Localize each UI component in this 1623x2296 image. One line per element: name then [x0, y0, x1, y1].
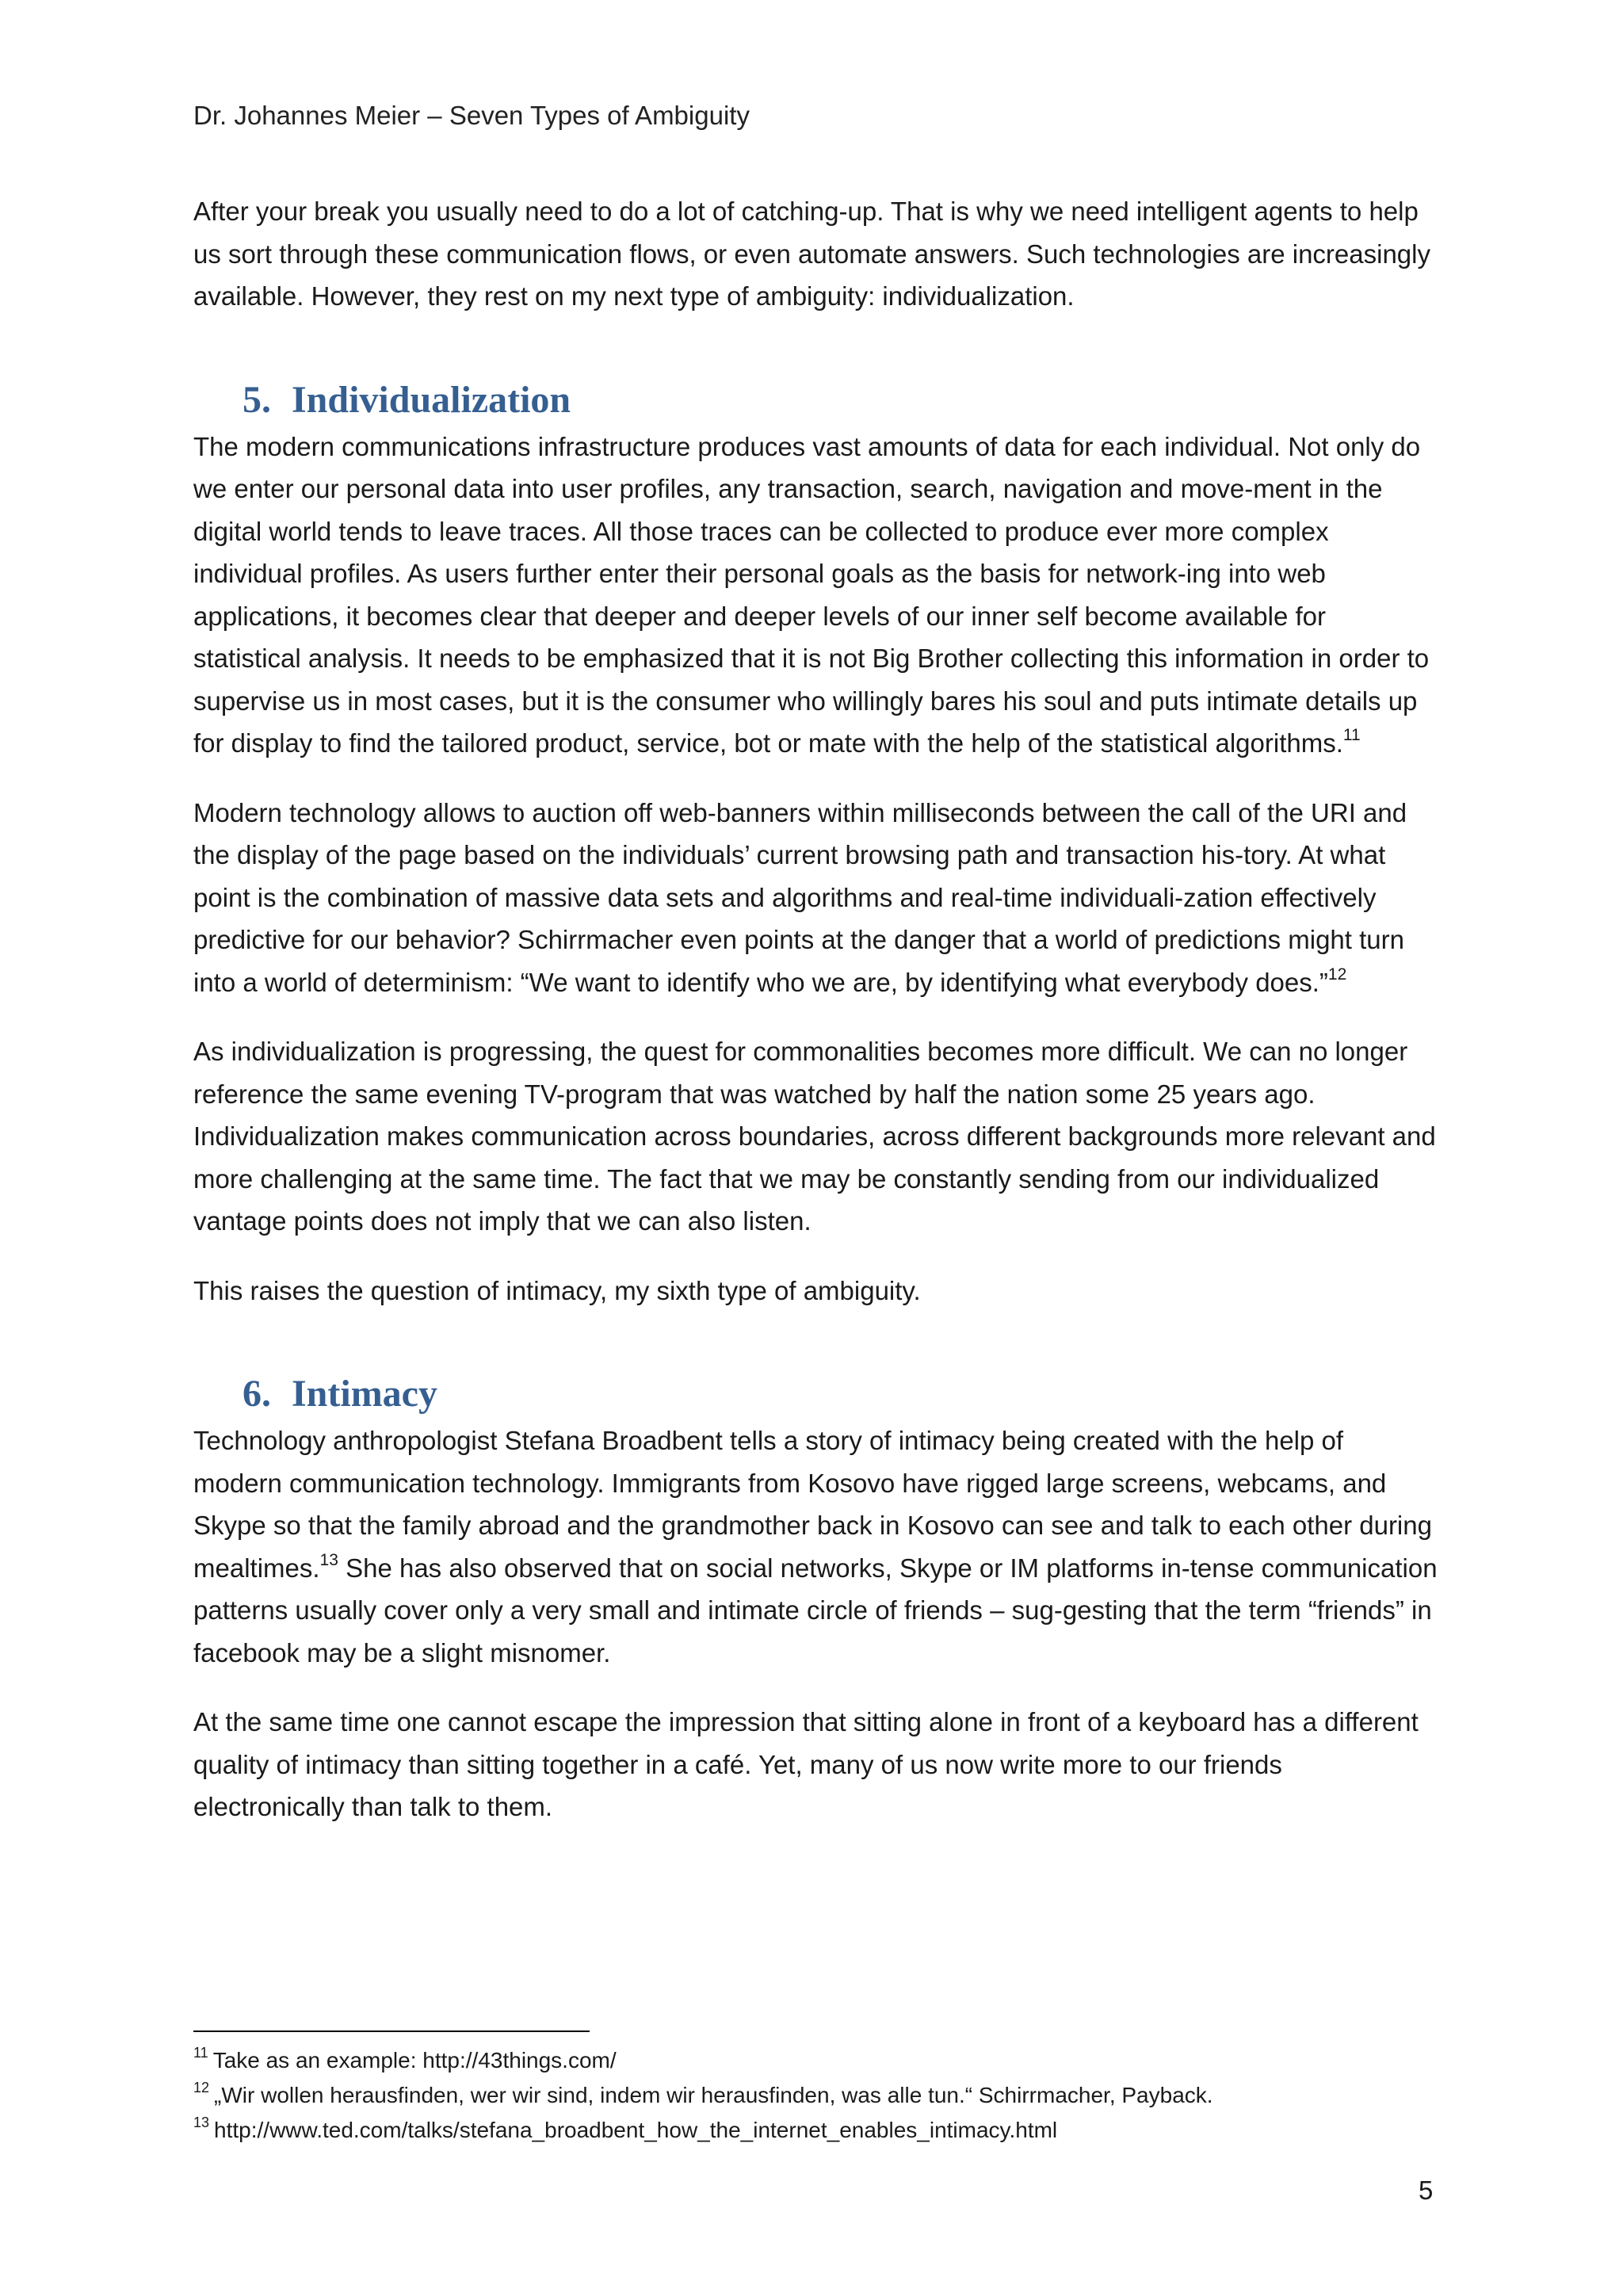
- footnote-number: 11: [193, 2045, 208, 2061]
- section-number: 6.: [242, 1373, 271, 1415]
- intro-paragraph: After your break you usually need to do a lot of catching-up. That is why we need intelligent agents to help us sort through these communication flows, or even automate answers. Such technologies are increasingly available. However, they rest on my next type of ambiguity: individualization.: [193, 197, 1430, 311]
- section-heading-individualization: [242, 375, 1438, 426]
- page-number: 5: [1419, 2176, 1434, 2205]
- footnote-item: [193, 2113, 1461, 2148]
- paragraph: At the same time one cannot escape the impression that sitting alone in front of a keyboard has a different quality of intimacy than sitting together in a café. Yet, many of us now write more to our friends electronically than talk to them.: [193, 1707, 1419, 1821]
- footnote-reference[interactable]: 11: [1342, 726, 1361, 744]
- footnote-item: [193, 2078, 1461, 2113]
- footnote-separator: [193, 2030, 590, 2032]
- section-title: Individualization: [292, 378, 571, 421]
- section-title: Intimacy: [292, 1373, 437, 1415]
- running-header: Dr. Johannes Meier – Seven Types of Ambiguity: [193, 101, 750, 130]
- paragraph: Modern technology allows to auction off web-banners within milliseconds between the call of the URI and the display of the page based on the individuals’ current browsing path and transaction his-tory. At what point is the combination of massive data sets and algorithms and real-time individuali-zation effectively predictive for our behavior? Schirrmacher even points at the danger that a world of predictions might turn into a world of determinism: “We want to identify who we are, by identifying what everybody does.”$^{12}$: [193, 797, 1407, 997]
- footnotes: [193, 2043, 1461, 2148]
- body-content: [193, 190, 1438, 1855]
- footnote-reference[interactable]: 13: [319, 1550, 338, 1569]
- footnote-text[interactable]: http://www.ted.com/talks/stefana_broadbent_how_the_internet_enables_intimacy.html: [214, 2118, 1058, 2142]
- paragraph: Technology anthropologist Stefana Broadbent tells a story of intimacy being created with the help of modern communication technology. Immigrants from Kosovo have rigged large screens, webcams, and Skype so that the family abroad and the grandmother back in Kosovo can see and talk to each other during mealtimes.$^{13}$ She has also observed that on social networks, Skype or IM platforms in-tense communication patterns usually cover only a very small and intimate circle of friends – sug-gesting that the term “friends” in facebook may be a slight misnomer.: [193, 1426, 1438, 1668]
- footnote-reference[interactable]: 12: [1327, 965, 1347, 984]
- footnote-item: [193, 2043, 1461, 2078]
- paragraph: The modern communications infrastructure produces vast amounts of data for each individual. Not only do we enter our personal data into user profiles, any transaction, search, navigation and move-ment in the digital world tends to leave traces. All those traces can be collected to produce ever more complex individual profiles. As users further enter their personal goals as the basis for network-ing into web applications, it becomes clear that deeper and deeper levels of our inner self become available for statistical analysis. It needs to be emphasized that it is not Big Brother collecting this information in order to supervise us in most cases, but it is the consumer who willingly bares his soul and puts intimate details up for display to find the tailored product, service, bot or mate with the help of the statistical algorithms.$^{11}$: [193, 431, 1430, 758]
- footnote-number: 13: [193, 2115, 210, 2130]
- section-heading-intimacy: [242, 1369, 1438, 1419]
- footnote-text: „Wir wollen herausfinden, wer wir sind, indem wir herausfinden, was alle tun.“ Schirrmacher, Payback.: [214, 2083, 1213, 2107]
- paragraph: This raises the question of intimacy, my sixth type of ambiguity.: [193, 1275, 921, 1305]
- paragraph: As individualization is progressing, the quest for commonalities becomes more difficult. We can no longer reference the same evening TV-program that was watched by half the nation some 25 years ago. Individualization makes communication across boundaries, across different backgrounds more relevant and more challenging at the same time. The fact that we may be constantly sending from our individualized vantage points does not imply that we can also listen.: [193, 1037, 1436, 1236]
- footnote-number: 12: [193, 2080, 210, 2095]
- footnote-text[interactable]: Take as an example: http://43things.com/: [212, 2048, 617, 2073]
- section-number: 5.: [242, 378, 271, 421]
